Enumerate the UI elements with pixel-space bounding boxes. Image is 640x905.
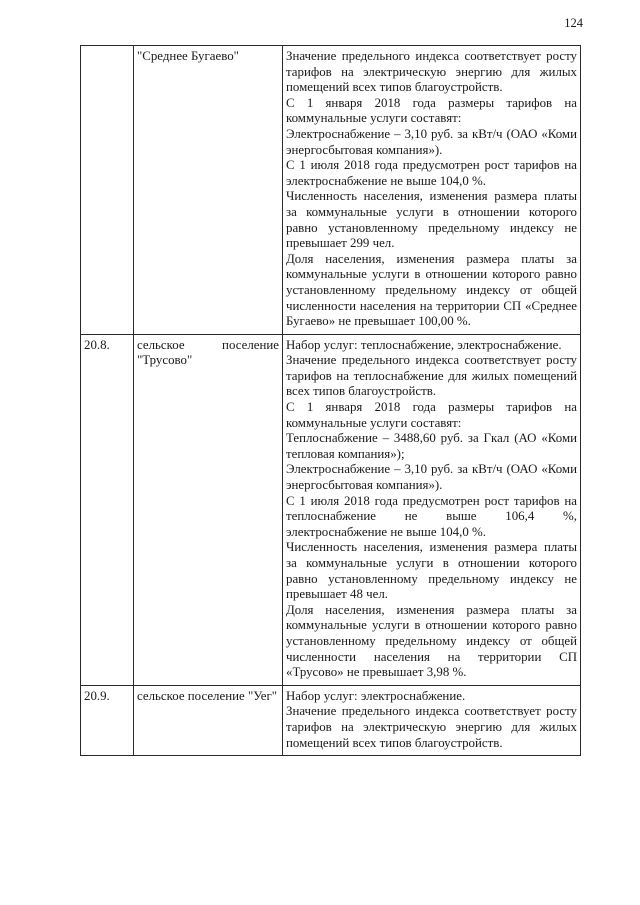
settlement-name: сельское поселение "Трусово" <box>134 334 283 685</box>
table-row <box>81 685 581 755</box>
paragraph: С 1 июля 2018 года предусмотрен рост тарифов на теплоснабжение не выше 106,4 %, электроснабжение не выше 104,0 %. <box>286 493 577 539</box>
paragraph: Численность населения, изменения размера платы за коммунальные услуги в отношении которого равно установленному предельному индексу не превышает 299 чел. <box>286 189 577 251</box>
paragraph: Значение предельного индекса соответствует росту тарифов на электрическую энергию для жилых помещений всех типов благоустройств. <box>286 704 577 750</box>
row-number: 20.9. <box>81 685 134 755</box>
row-number <box>81 46 134 335</box>
description-cell <box>283 685 581 755</box>
settlement-name: сельское поселение "Уег" <box>134 685 283 755</box>
table-row <box>81 46 581 335</box>
paragraph: С 1 января 2018 года размеры тарифов на коммунальные услуги составят: <box>286 400 577 430</box>
paragraph: Набор услуг: теплоснабжение, электроснабжение. <box>286 337 562 352</box>
paragraph: Набор услуг: электроснабжение. <box>286 688 466 703</box>
paragraph: Теплоснабжение – 3488,60 руб. за Гкал (АО «Коми тепловая компания»); <box>286 431 577 461</box>
table-row <box>81 334 581 685</box>
description-cell <box>283 334 581 685</box>
paragraph: Доля населения, изменения размера платы за коммунальные услуги в отношении которого равно установленному предельному индексу от общей численности населения на территории СП «Трусово» не превышает 3,98 %. <box>286 602 577 680</box>
paragraph: Численность населения, изменения размера платы за коммунальные услуги в отношении которого равно установленному предельному индексу не превышает 48 чел. <box>286 540 577 602</box>
paragraph: С 1 июля 2018 года предусмотрен рост тарифов на электроснабжение не выше 104,0 %. <box>286 158 577 188</box>
paragraph: Значение предельного индекса соответствует росту тарифов на электрическую энергию для жилых помещений всех типов благоустройств. <box>286 49 577 95</box>
paragraph: Электроснабжение – 3,10 руб. за кВт/ч (ОАО «Коми энергосбытовая компания»). <box>286 126 577 157</box>
paragraph: Доля населения, изменения размера платы за коммунальные услуги в отношении которого равно установленному предельному индексу от общей численности населения на территории СП «Среднее Бугаево» не превышает 100,00 %. <box>286 251 577 329</box>
description-cell <box>283 46 581 335</box>
row-number: 20.8. <box>81 334 134 685</box>
tariff-table <box>80 45 581 756</box>
paragraph: С 1 января 2018 года размеры тарифов на коммунальные услуги составят: <box>286 95 577 126</box>
settlement-name: "Среднее Бугаево" <box>134 46 283 335</box>
paragraph: Электроснабжение – 3,10 руб. за кВт/ч (ОАО «Коми энергосбытовая компания»). <box>286 462 577 493</box>
page-number: 124 <box>564 16 583 30</box>
paragraph: Значение предельного индекса соответствует росту тарифов на теплоснабжение для жилых помещений всех типов благоустройств. <box>286 353 577 399</box>
